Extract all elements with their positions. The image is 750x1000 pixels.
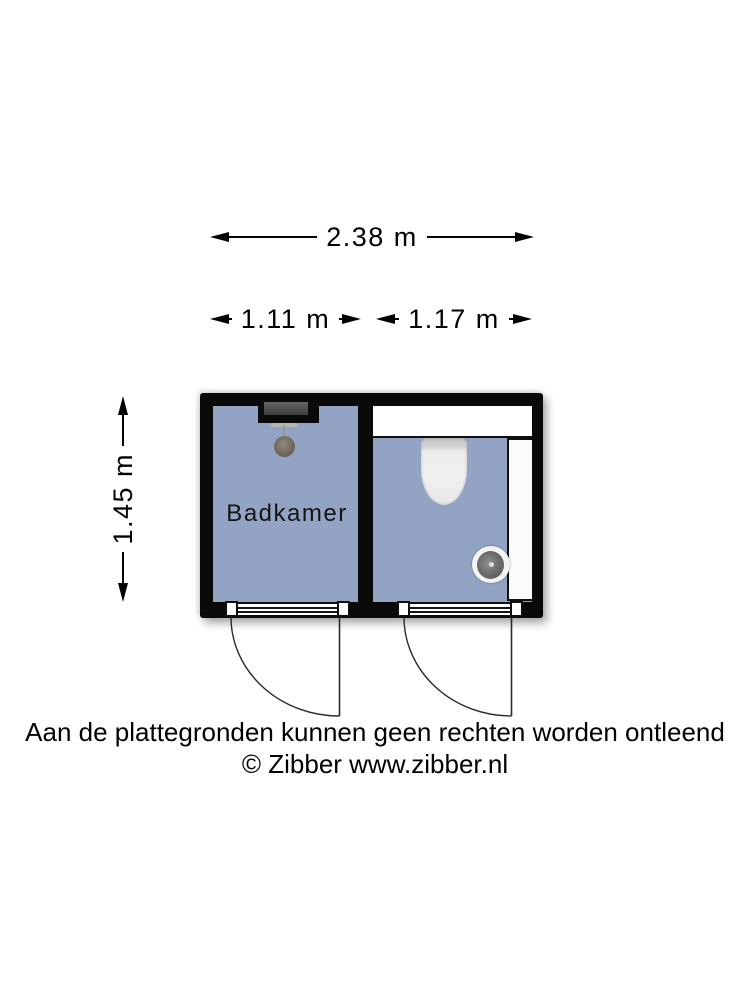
dimension-toilet-width xyxy=(376,304,532,334)
toilet-door-arc xyxy=(404,617,512,716)
disclaimer-text: Aan de plattegronden kunnen geen rechten worden ontleend xyxy=(25,717,725,747)
room-label-bathroom: Badkamer xyxy=(226,500,348,527)
sill-line xyxy=(229,611,348,613)
shower-shelf xyxy=(264,402,308,415)
dim-arrow-right-icon xyxy=(342,314,361,324)
door-post xyxy=(225,601,238,617)
toilet-door-sill xyxy=(398,602,523,617)
dimension-total-width-label: 2.38 m xyxy=(326,222,418,252)
door-post xyxy=(510,601,523,617)
dimension-height xyxy=(106,396,140,602)
shower-head-icon xyxy=(274,436,295,457)
duct-shaft xyxy=(507,438,532,601)
dim-arrow-right-icon xyxy=(513,314,532,324)
dim-line xyxy=(229,236,317,238)
dim-line xyxy=(122,415,124,446)
sill-line xyxy=(400,611,521,613)
dimension-toilet-width-label: 1.17 m xyxy=(408,304,500,334)
dimension-bathroom-width xyxy=(210,304,361,334)
dim-arrow-right-icon xyxy=(515,232,534,242)
toilet-cistern-shelf xyxy=(373,406,532,438)
sill-line xyxy=(229,607,348,609)
dim-arrow-down-icon xyxy=(118,583,128,602)
dimension-height-label: 1.45 m xyxy=(107,453,138,545)
door-post xyxy=(397,601,410,617)
dimension-total-width xyxy=(210,222,534,252)
dim-line xyxy=(122,552,124,583)
door-post xyxy=(337,601,350,617)
dim-arrow-left-icon xyxy=(376,314,395,324)
dim-arrow-left-icon xyxy=(210,314,229,324)
footer xyxy=(0,716,750,780)
dim-arrow-up-icon xyxy=(118,396,128,415)
copyright-text: © Zibber www.zibber.nl xyxy=(241,749,509,779)
bathroom-door-arc xyxy=(231,617,340,716)
dim-line xyxy=(427,236,515,238)
hand-basin-drain xyxy=(489,562,494,567)
bathroom-door-sill xyxy=(227,602,350,617)
dimension-bathroom-width-label: 1.11 m xyxy=(240,304,331,334)
sill-line xyxy=(400,607,521,609)
dim-arrow-left-icon xyxy=(210,232,229,242)
